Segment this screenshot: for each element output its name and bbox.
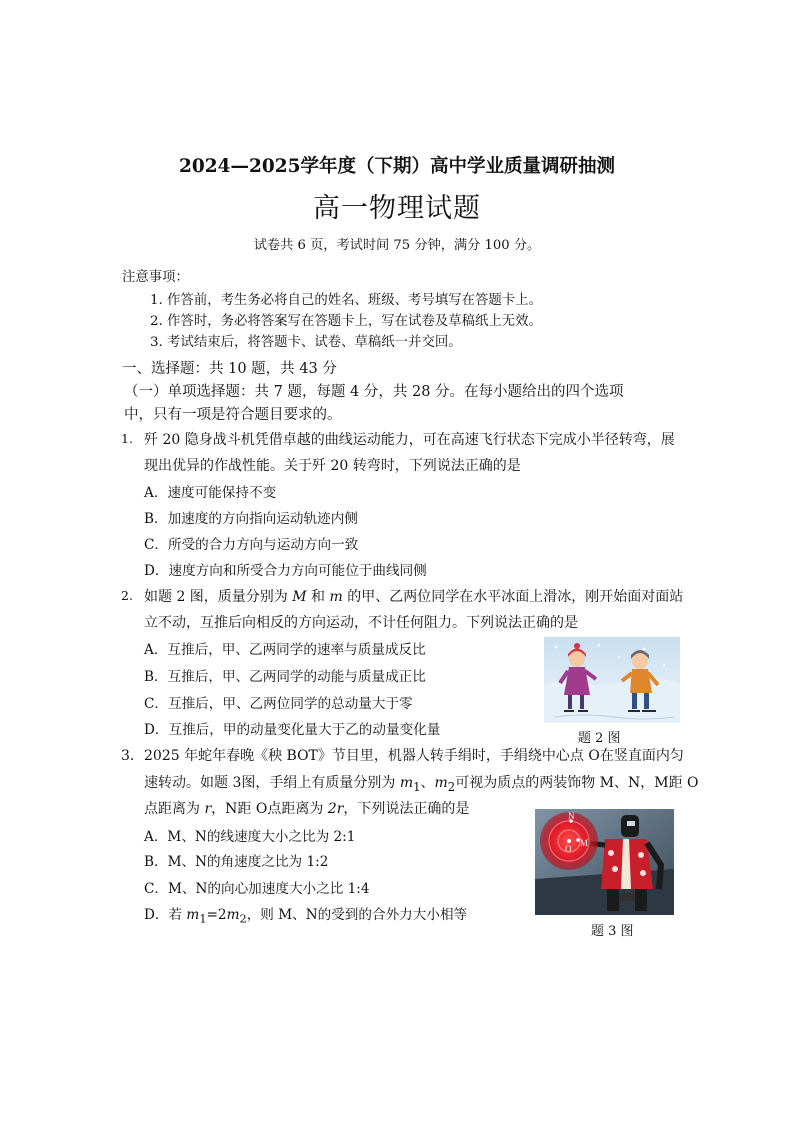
figure-robot-handkerchief xyxy=(535,809,674,915)
note-item: 1. 作答前，考生务必将自己的姓名、班级、考号填写在答题卡上。 xyxy=(150,293,542,308)
question-stem: 歼 20 隐身战斗机凭借卓越的曲线运动能力，可在高速飞行状态下完成小半径转弯，展 xyxy=(144,432,675,448)
exam-info: 试卷共 6 页，考试时间 75 分钟，满分 100 分。 xyxy=(253,238,541,253)
subject-title: 高一物理试题 xyxy=(313,193,481,224)
option-c: C．M、N的向心加速度大小之比 1:4 xyxy=(144,881,370,897)
option-d: D．若 $m_1=2m_2$，则 M、N的受到的合外力大小相等 xyxy=(144,907,468,926)
math-var: 2r xyxy=(327,801,344,817)
question-stem: 2025 年蛇年春晚《秧 BOT》节目里，机器人转手绢时，手绢绕中心点 O在竖直面内匀 xyxy=(144,748,684,764)
subsection-title: （一）单项选择题：共 7 题，每题 4 分，共 28 分。在每小题给出的四个选项 xyxy=(124,384,624,400)
question-stem: 点距离为 r，N距 O点距离为 2r，下列说法正确的是 xyxy=(144,801,470,817)
note-item: 2. 作答时，务必将答案写在答题卡上，写在试卷及草稿纸上无效。 xyxy=(150,314,542,329)
math-var: r xyxy=(204,801,212,817)
skaters-illustration xyxy=(544,637,680,723)
exam-title: 2024—2025学年度（下期）高中学业质量调研抽测 xyxy=(179,156,615,177)
option-a: A．速度可能保持不变 xyxy=(144,485,277,501)
subsection-title-cont: 中，只有一项是符合题目要求的。 xyxy=(124,407,342,423)
option-a: A．M、N的线速度大小之比为 2:1 xyxy=(144,829,356,845)
notes-title: 注意事项： xyxy=(122,270,189,285)
point-o-label: O xyxy=(565,844,572,854)
math-var: m xyxy=(434,775,448,791)
option-d: D．速度方向和所受合力方向可能位于曲线同侧 xyxy=(144,563,427,579)
option-c: C．所受的合力方向与运动方向一致 xyxy=(144,537,359,553)
math-var: m xyxy=(186,907,200,923)
option-b: B．M、N的角速度之比为 1:2 xyxy=(144,854,329,870)
robot-illustration xyxy=(535,809,674,915)
point-m-label: M xyxy=(580,838,589,848)
question-stem: 如题 2 图，质量分别为 M 和 m 的甲、乙两位同学在水平冰面上滑冰，刚开始面对面站 xyxy=(144,589,684,605)
option-b: B．互推后，甲、乙两同学的动能与质量成正比 xyxy=(144,669,426,685)
note-item: 3. 考试结束后，将答题卡、试卷、草稿纸一并交回。 xyxy=(150,335,462,350)
question-number: 1. xyxy=(121,431,133,446)
math-var: m xyxy=(399,775,414,791)
option-b: B．加速度的方向指向运动轨迹内侧 xyxy=(144,511,358,527)
option-d: D．互推后，甲的动量变化量大于乙的动量变化量 xyxy=(144,722,441,738)
section-title: 一、选择题：共 10 题，共 43 分 xyxy=(122,361,337,377)
math-var: m xyxy=(329,589,343,605)
question-number: 2. xyxy=(121,588,133,603)
figure-skaters xyxy=(544,637,680,723)
question-stem: 现出优异的作战性能。关于歼 20 转弯时，下列说法正确的是 xyxy=(144,458,521,474)
question-number: 3． xyxy=(121,748,144,764)
option-c: C．互推后，甲、乙两位同学的总动量大于零 xyxy=(144,696,413,712)
figure-caption: 题 2 图 xyxy=(578,731,621,746)
math-var: m xyxy=(226,907,240,923)
question-stem: 速转动。如题 3图，手绢上有质量分别为 $m_1$、$m_2$可视为质点的两装饰物 M、N，M距 O xyxy=(144,775,699,794)
point-n-label: N xyxy=(568,811,575,821)
option-a: A．互推后，甲、乙两同学的速率与质量成反比 xyxy=(144,642,426,658)
question-stem: 立不动，互推后向相反的方向运动，不计任何阻力。下列说法正确的是 xyxy=(144,615,578,631)
math-var: M xyxy=(292,589,307,605)
figure-caption: 题 3 图 xyxy=(591,924,634,939)
